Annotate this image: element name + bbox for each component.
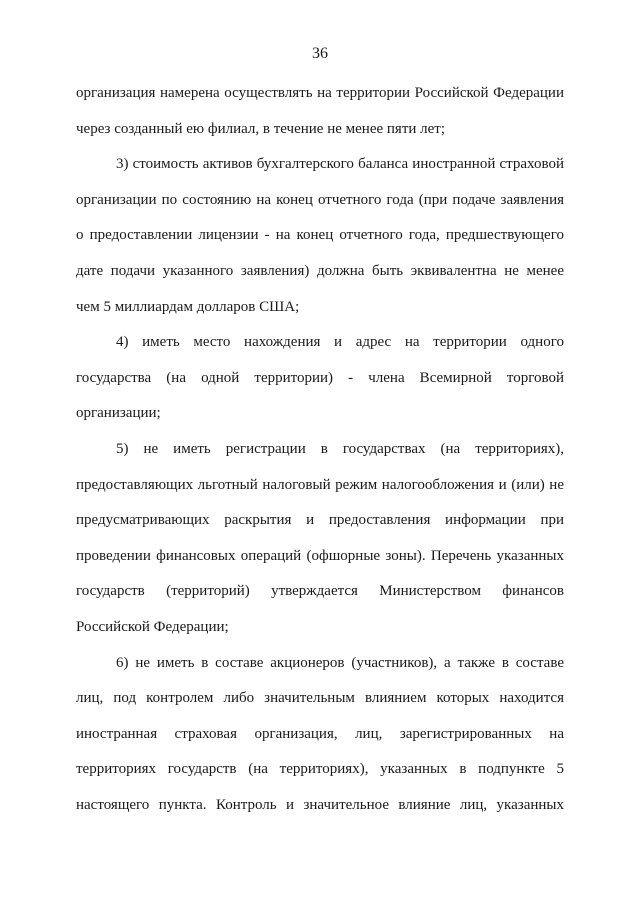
text-line: дате подачи указанного заявления) должна быть эквивалентна не менее [76,262,564,279]
text-line: организации по состоянию на конец отчетного года (при подаче заявления [76,191,564,208]
page-number: 36 [312,45,328,62]
text-line: Российской Федерации; [76,618,229,635]
text-line: организация намерена осуществлять на территории Российской Федерации [76,85,564,101]
text-line: государства (на одной территории) - члена Всемирной торговой [76,369,564,386]
text-line: проведении финансовых операций (офшорные зоны). Перечень указанных [76,547,564,564]
text-line: 5) не иметь регистрации в государствах (на территориях), [116,440,564,457]
text-line: о предоставлении лицензии - на конец отчетного года, предшествующего [76,227,564,244]
body-text [76,76,564,823]
text-line: чем 5 миллиардам долларов США; [76,298,300,315]
text-line: иностранная страховая организация, лиц, зарегистрированных на [76,725,564,742]
text-line: 6) не иметь в составе акционеров (участников), а также в составе [116,654,564,671]
text-line: 4) иметь место нахождения и адрес на территории одного [116,334,564,351]
text-line: предусматривающих раскрытия и предоставления информации при [76,512,564,529]
text-line: через созданный ею филиал, в течение не менее пяти лет; [76,120,446,137]
text-line: настоящего пункта. Контроль и значительное влияние лиц, указанных [76,796,564,813]
text-line: лиц, под контролем либо значительным влиянием которых находится [76,690,564,707]
text-line: территориях государств (на территориях), указанных в подпункте 5 [76,761,564,778]
text-line: 3) стоимость активов бухгалтерского баланса иностранной страховой [116,156,564,173]
text-line: государств (территорий) утверждается Министерством финансов [76,583,564,600]
text-line: предоставляющих льготный налоговый режим налогообложения и (или) не [76,476,564,493]
text-line: организации; [76,405,161,422]
